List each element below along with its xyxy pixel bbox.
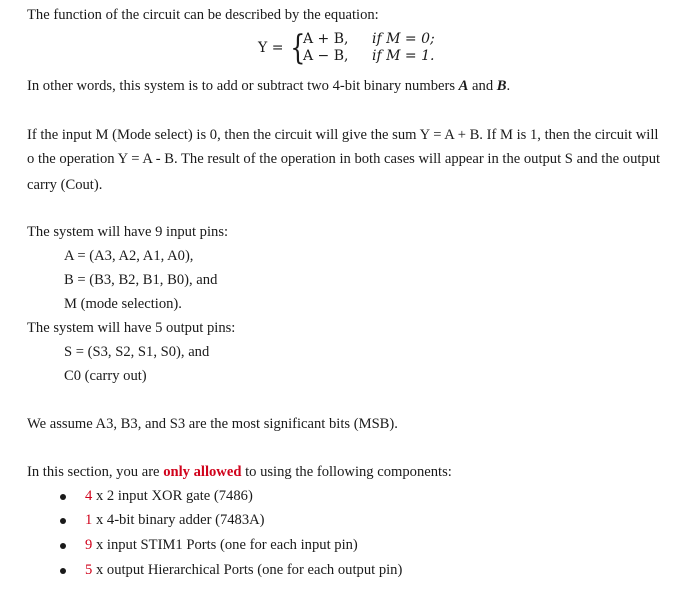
- equation-case2-expr: A − B,: [303, 48, 349, 64]
- input-b-pins: B = (B3, B2, B1, B0), and: [64, 272, 218, 288]
- components-intro: In this section, you are only allowed to using the following components:: [27, 464, 452, 480]
- bullet-icon: [60, 494, 66, 500]
- msb-note: We assume A3, B3, and S3 are the most significant bits (MSB).: [27, 416, 398, 432]
- output-carry-pin: C0 (carry out): [64, 368, 147, 384]
- equation-lhs: Y =: [258, 40, 284, 56]
- mode-para-line1: If the input M (Mode select) is 0, then the circuit will give the sum Y = A + B. If M is 1, then the circuit will: [27, 127, 659, 143]
- input-a-pins: A = (A3, A2, A1, A0),: [64, 248, 194, 264]
- bullet-icon: [60, 568, 66, 574]
- outputs-heading: The system will have 5 output pins:: [27, 320, 236, 336]
- equation-case1-cond: if M = 0;: [372, 31, 435, 47]
- component-item-adder: 1 x 4-bit binary adder (7483A): [85, 512, 265, 528]
- equation-brace: {: [290, 28, 306, 68]
- component-item-xor: 4 x 2 input XOR gate (7486): [85, 488, 253, 504]
- input-m-pin: M (mode selection).: [64, 296, 182, 312]
- component-item-stim: 9 x input STIM1 Ports (one for each input pin): [85, 537, 358, 553]
- inputs-heading: The system will have 9 input pins:: [27, 224, 229, 240]
- mode-para-line2: o the operation Y = A - B. The result of the operation in both cases will appear in the output S and the output: [27, 151, 661, 167]
- bullet-icon: [60, 518, 66, 524]
- equation-case2-cond: if M = 1.: [372, 48, 435, 64]
- intro-text: The function of the circuit can be described by the equation:: [27, 7, 379, 23]
- mode-para-line3: carry (Cout).: [27, 177, 103, 193]
- equation-case1-expr: A + B,: [303, 31, 349, 47]
- summary-line: In other words, this system is to add or subtract two 4-bit binary numbers A and B.: [27, 78, 511, 94]
- bullet-icon: [60, 543, 66, 549]
- component-item-ports: 5 x output Hierarchical Ports (one for each output pin): [85, 562, 403, 578]
- output-s-pins: S = (S3, S2, S1, S0), and: [64, 344, 210, 360]
